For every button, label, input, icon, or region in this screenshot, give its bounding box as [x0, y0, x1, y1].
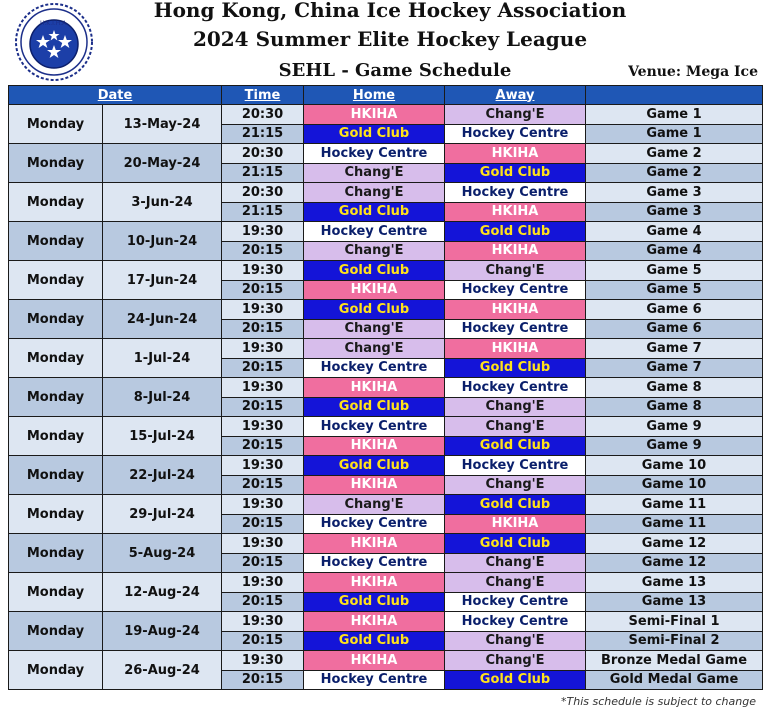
date-column-header: Date [9, 86, 222, 105]
away-team-cell: Gold Club [445, 534, 586, 554]
time-cell: 19:30 [222, 495, 304, 515]
away-team-cell: HKIHA [445, 241, 586, 261]
game-label-cell: Game 10 [586, 456, 763, 476]
time-cell: 19:30 [222, 261, 304, 281]
home-team-cell: Chang'E [304, 241, 445, 261]
table-header-row [9, 86, 763, 105]
date-cell: 29-Jul-24 [103, 495, 222, 534]
title-line-2: 2024 Summer Elite Hockey League [192, 27, 588, 51]
away-team-cell: Gold Club [445, 436, 586, 456]
time-cell: 20:15 [222, 475, 304, 495]
home-team-cell: Hockey Centre [304, 222, 445, 242]
game-label-cell: Game 5 [586, 280, 763, 300]
home-team-cell: Gold Club [304, 202, 445, 222]
home-column-header: Home [304, 86, 445, 105]
date-cell: 15-Jul-24 [103, 417, 222, 456]
day-cell: Monday [9, 378, 103, 417]
date-cell: 13-May-24 [103, 105, 222, 144]
time-cell: 20:15 [222, 436, 304, 456]
game-label-cell: Game 8 [586, 397, 763, 417]
home-team-cell: Hockey Centre [304, 144, 445, 164]
day-cell: Monday [9, 339, 103, 378]
time-cell: 19:30 [222, 534, 304, 554]
day-cell: Monday [9, 534, 103, 573]
home-team-cell: HKIHA [304, 378, 445, 398]
home-team-cell: Hockey Centre [304, 358, 445, 378]
table-row [9, 339, 763, 359]
time-cell: 20:15 [222, 592, 304, 612]
home-team-cell: Gold Club [304, 300, 445, 320]
game-label-cell: Game 13 [586, 592, 763, 612]
time-cell: 20:30 [222, 144, 304, 164]
away-team-cell: Gold Club [445, 495, 586, 515]
time-cell: 20:15 [222, 280, 304, 300]
game-label-cell: Game 11 [586, 514, 763, 534]
table-row [9, 183, 763, 203]
away-team-cell: Chang'E [445, 105, 586, 125]
away-team-cell: Chang'E [445, 553, 586, 573]
table-row [9, 456, 763, 476]
time-cell: 19:30 [222, 573, 304, 593]
day-cell: Monday [9, 261, 103, 300]
game-label-cell: Game 2 [586, 144, 763, 164]
away-column-header: Away [445, 86, 586, 105]
away-team-cell: Hockey Centre [445, 378, 586, 398]
game-label-cell: Game 9 [586, 417, 763, 437]
table-row [9, 651, 763, 671]
game-label-cell: Game 6 [586, 300, 763, 320]
game-label-cell: Game 5 [586, 261, 763, 281]
away-team-cell: Gold Club [445, 222, 586, 242]
table-row [9, 300, 763, 320]
day-cell: Monday [9, 456, 103, 495]
day-cell: Monday [9, 651, 103, 690]
time-cell: 20:15 [222, 514, 304, 534]
time-column-header: Time [222, 86, 304, 105]
time-cell: 21:15 [222, 163, 304, 183]
table-row [9, 105, 763, 125]
game-column-header [586, 86, 763, 105]
home-team-cell: HKIHA [304, 651, 445, 671]
game-label-cell: Game 3 [586, 202, 763, 222]
away-team-cell: HKIHA [445, 202, 586, 222]
date-cell: 3-Jun-24 [103, 183, 222, 222]
game-label-cell: Game 1 [586, 124, 763, 144]
time-cell: 20:30 [222, 105, 304, 125]
away-team-cell: Hockey Centre [445, 319, 586, 339]
venue-label: Venue: Mega Ice [628, 64, 758, 80]
home-team-cell: Gold Club [304, 261, 445, 281]
date-cell: 5-Aug-24 [103, 534, 222, 573]
away-team-cell: Chang'E [445, 573, 586, 593]
time-cell: 20:15 [222, 670, 304, 690]
home-team-cell: Hockey Centre [304, 417, 445, 437]
game-label-cell: Game 6 [586, 319, 763, 339]
footer-note: *This schedule is subject to change [561, 695, 756, 708]
date-cell: 26-Aug-24 [103, 651, 222, 690]
page-subtitle: SEHL - Game Schedule [278, 60, 512, 81]
home-team-cell: HKIHA [304, 612, 445, 632]
game-label-cell: Bronze Medal Game [586, 651, 763, 671]
time-cell: 19:30 [222, 222, 304, 242]
time-cell: 20:15 [222, 241, 304, 261]
home-team-cell: HKIHA [304, 105, 445, 125]
game-label-cell: Game 8 [586, 378, 763, 398]
away-team-cell: Hockey Centre [445, 124, 586, 144]
date-cell: 12-Aug-24 [103, 573, 222, 612]
home-team-cell: Chang'E [304, 339, 445, 359]
date-cell: 10-Jun-24 [103, 222, 222, 261]
game-label-cell: Game 4 [586, 241, 763, 261]
game-label-cell: Game 4 [586, 222, 763, 242]
game-label-cell: Game 3 [586, 183, 763, 203]
date-cell: 1-Jul-24 [103, 339, 222, 378]
date-cell: 24-Jun-24 [103, 300, 222, 339]
table-row [9, 573, 763, 593]
home-team-cell: Gold Club [304, 397, 445, 417]
home-team-cell: Chang'E [304, 163, 445, 183]
game-label-cell: Semi-Final 1 [586, 612, 763, 632]
day-cell: Monday [9, 495, 103, 534]
home-team-cell: Chang'E [304, 319, 445, 339]
day-cell: Monday [9, 300, 103, 339]
game-label-cell: Game 9 [586, 436, 763, 456]
time-cell: 20:15 [222, 553, 304, 573]
home-team-cell: Gold Club [304, 456, 445, 476]
away-team-cell: Hockey Centre [445, 280, 586, 300]
time-cell: 19:30 [222, 300, 304, 320]
away-team-cell: Gold Club [445, 163, 586, 183]
home-team-cell: Gold Club [304, 631, 445, 651]
away-team-cell: Hockey Centre [445, 456, 586, 476]
date-cell: 19-Aug-24 [103, 612, 222, 651]
away-team-cell: HKIHA [445, 300, 586, 320]
day-cell: Monday [9, 573, 103, 612]
home-team-cell: Gold Club [304, 592, 445, 612]
away-team-cell: Hockey Centre [445, 612, 586, 632]
table-row [9, 144, 763, 164]
away-team-cell: Chang'E [445, 417, 586, 437]
logo-text: H.K.I.H.A. [39, 20, 69, 27]
date-cell: 8-Jul-24 [103, 378, 222, 417]
day-cell: Monday [9, 105, 103, 144]
home-team-cell: HKIHA [304, 475, 445, 495]
time-cell: 21:15 [222, 124, 304, 144]
game-label-cell: Gold Medal Game [586, 670, 763, 690]
game-label-cell: Game 12 [586, 534, 763, 554]
day-cell: Monday [9, 144, 103, 183]
game-label-cell: Game 11 [586, 495, 763, 515]
away-team-cell: Chang'E [445, 475, 586, 495]
away-team-cell: Gold Club [445, 358, 586, 378]
away-team-cell: Hockey Centre [445, 183, 586, 203]
away-team-cell: Chang'E [445, 397, 586, 417]
table-row [9, 261, 763, 281]
time-cell: 19:30 [222, 339, 304, 359]
home-team-cell: Hockey Centre [304, 670, 445, 690]
game-label-cell: Semi-Final 2 [586, 631, 763, 651]
home-team-cell: HKIHA [304, 436, 445, 456]
game-label-cell: Game 2 [586, 163, 763, 183]
away-team-cell: HKIHA [445, 144, 586, 164]
date-cell: 22-Jul-24 [103, 456, 222, 495]
away-team-cell: HKIHA [445, 339, 586, 359]
away-team-cell: Gold Club [445, 670, 586, 690]
game-label-cell: Game 12 [586, 553, 763, 573]
time-cell: 19:30 [222, 651, 304, 671]
home-team-cell: Hockey Centre [304, 553, 445, 573]
game-label-cell: Game 13 [586, 573, 763, 593]
away-team-cell: HKIHA [445, 514, 586, 534]
game-label-cell: Game 7 [586, 339, 763, 359]
day-cell: Monday [9, 222, 103, 261]
table-row [9, 495, 763, 515]
date-cell: 17-Jun-24 [103, 261, 222, 300]
time-cell: 20:15 [222, 319, 304, 339]
home-team-cell: Chang'E [304, 495, 445, 515]
home-team-cell: Chang'E [304, 183, 445, 203]
table-row [9, 612, 763, 632]
time-cell: 19:30 [222, 378, 304, 398]
game-label-cell: Game 1 [586, 105, 763, 125]
date-cell: 20-May-24 [103, 144, 222, 183]
time-cell: 20:15 [222, 631, 304, 651]
schedule-body [9, 105, 763, 690]
time-cell: 20:30 [222, 183, 304, 203]
table-row [9, 378, 763, 398]
home-team-cell: HKIHA [304, 573, 445, 593]
hkiha-logo [13, 3, 95, 81]
time-cell: 20:15 [222, 358, 304, 378]
home-team-cell: Gold Club [304, 124, 445, 144]
time-cell: 19:30 [222, 417, 304, 437]
time-cell: 19:30 [222, 456, 304, 476]
home-team-cell: HKIHA [304, 280, 445, 300]
away-team-cell: Chang'E [445, 651, 586, 671]
away-team-cell: Chang'E [445, 631, 586, 651]
home-team-cell: Hockey Centre [304, 514, 445, 534]
title-line-1: Hong Kong, China Ice Hockey Association [153, 0, 627, 22]
game-label-cell: Game 10 [586, 475, 763, 495]
home-team-cell: HKIHA [304, 534, 445, 554]
day-cell: Monday [9, 183, 103, 222]
time-cell: 21:15 [222, 202, 304, 222]
away-team-cell: Chang'E [445, 261, 586, 281]
day-cell: Monday [9, 417, 103, 456]
away-team-cell: Hockey Centre [445, 592, 586, 612]
game-label-cell: Game 7 [586, 358, 763, 378]
table-row [9, 222, 763, 242]
table-row [9, 534, 763, 554]
schedule-table [8, 85, 763, 690]
time-cell: 20:15 [222, 397, 304, 417]
time-cell: 19:30 [222, 612, 304, 632]
table-row [9, 417, 763, 437]
day-cell: Monday [9, 612, 103, 651]
